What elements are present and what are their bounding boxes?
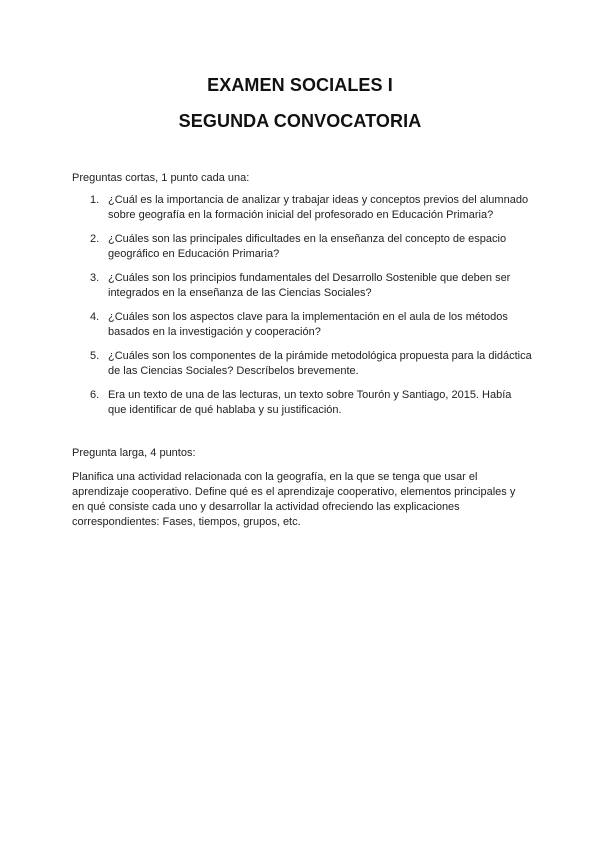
long-question-text: Planifica una actividad relacionada con la geografía, en la que se tenga que usar el aprendizaje cooperativo. Define qué es el aprendizaje cooperativo, elementos principales y en qué consiste cada uno y desarrollar la actividad ofreciendo las explicaciones correspondientes: Fases, tiempos, grupos, etc. [72, 471, 516, 528]
question-number: 3. [90, 272, 100, 284]
exam-subtitle: SEGUNDA CONVOCATORIA [178, 111, 422, 131]
short-questions-list [72, 193, 532, 427]
question-number: 2. [90, 233, 100, 245]
question-item [72, 193, 532, 223]
question-item [72, 349, 532, 379]
question-text: ¿Cuáles son los componentes de la pirámide metodológica propuesta para la didáctica de las Ciencias Sociales? Descríbelos brevemente. [108, 350, 532, 377]
question-text: Era un texto de una de las lecturas, un texto sobre Tourón y Santiago, 2015. Había que identificar de qué hablaba y su justificación. [108, 389, 512, 416]
short-questions-intro: Preguntas cortas, 1 punto cada una: [72, 172, 250, 184]
exam-title: EXAMEN SOCIALES I [207, 75, 393, 95]
question-text: ¿Cuáles son las principales dificultades en la enseñanza del concepto de espacio geográfico en Educación Primaria? [108, 233, 507, 260]
long-question-heading: Pregunta larga, 4 puntos: [72, 447, 196, 459]
question-text: ¿Cuáles son los aspectos clave para la implementación en el aula de los métodos basados en la investigación y cooperación? [108, 311, 508, 338]
question-item [72, 388, 532, 418]
question-item [72, 232, 532, 262]
question-text: ¿Cuáles son los principios fundamentales del Desarrollo Sostenible que deben ser integrados en la enseñanza de las Ciencias Sociales? [108, 272, 511, 299]
question-item [72, 271, 532, 301]
question-number: 1. [90, 194, 100, 206]
question-text: ¿Cuál es la importancia de analizar y trabajar ideas y conceptos previos del alumnado sobre geografía en la formación inicial del profesorado en Educación Primaria? [108, 194, 529, 221]
question-number: 5. [90, 350, 100, 362]
question-item [72, 310, 532, 340]
question-number: 6. [90, 389, 100, 401]
question-number: 4. [90, 311, 100, 323]
